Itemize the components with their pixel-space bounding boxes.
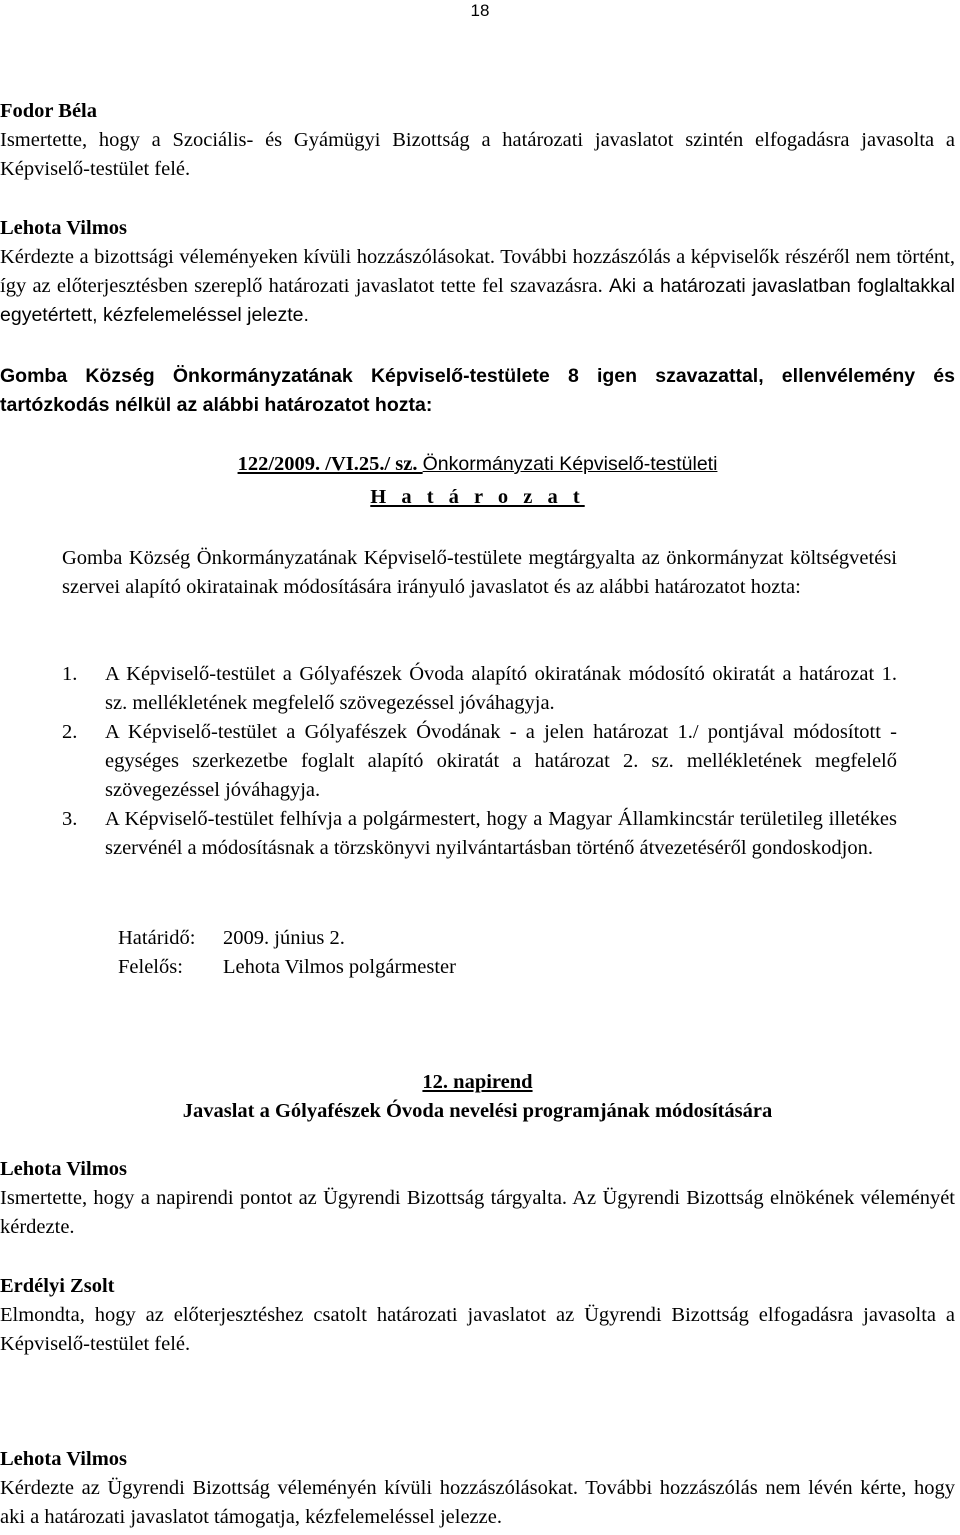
page-number: 18 [470,1,490,20]
speaker-text-b: Aki a határozati javaslatban foglaltakkal egyetértett, kézfelemeléssel jelezte. [0,275,956,326]
item-number: 1. [62,663,78,685]
resolution-items [0,660,897,863]
responsible-row [118,953,456,982]
resolution-number [0,450,955,479]
speaker-text: Elmondta, hogy az előterjesztéshez csatolt határozati javaslatot az Ügyrendi Bizottság elfogadásra javasolta a Képviselő-testület felé. [0,1304,955,1355]
speaker-text-a: Kérdezte a bizottsági véleményeken kívüli hozzászólásokat. További hozzászólás a képviselők részéről nem történt, így az előterjesztésben szereplő határozati javaslatot tette fel szavazásra. [0,246,955,297]
speaker-section-lehota-3 [0,1445,955,1532]
speaker-section-lehota-1 [0,214,955,330]
deadline-value: 2009. június 2. [223,927,345,949]
item-number: 3. [62,808,78,830]
item-text: A Képviselő-testület a Gólyafészek Óvodának - a jelen határozat 1./ pontjával módosított - egységes szerkezetbe foglalt alapító okiratát a határozat 2. sz. mellékletének megfelelő szövegezéssel jóváhagyja. [105,721,897,801]
speaker-name: Lehota Vilmos [0,1158,127,1180]
responsible-label: Felelős: [118,956,183,978]
speaker-text [0,243,955,330]
resolution-item [0,718,897,805]
speaker-text: Kérdezte az Ügyrendi Bizottság véleményén kívüli hozzászólásokat. További hozzászólás nem lévén kérte, hogy aki a határozati javaslatot támogatja, kézfelemeléssel jelezze. [0,1477,955,1528]
speaker-text: Ismertette, hogy a napirendi pontot az Ügyrendi Bizottság tárgyalta. Az Ügyrendi Bizottság elnökének véleményét kérdezte. [0,1187,955,1238]
speaker-name: Erdélyi Zsolt [0,1275,115,1297]
item-text: A Képviselő-testület a Gólyafészek Óvoda alapító okiratának módosító okiratát a határozat 1. sz. mellékletének megfelelő szövegezéssel jóváhagyja. [105,663,897,714]
speaker-name: Lehota Vilmos [0,217,127,239]
speaker-name: Lehota Vilmos [0,1448,127,1470]
resolution-intro: Gomba Község Önkormányzatának Képviselő-testülete megtárgyalta az önkormányzat költségvetési szervei alapító okiratainak módosítására irányuló javaslatot és az alábbi határozatot hozta: [62,547,897,598]
agenda-title: Javaslat a Gólyafészek Óvoda nevelési programjának módosítására [182,1100,773,1122]
deadline-label: Határidő: [118,927,196,949]
resolution-number-b: Önkormányzati Képviselő-testületi [422,453,718,475]
agenda-number: 12. napirend [422,1071,533,1093]
resolution-item [0,805,897,863]
resolution-item [0,660,897,718]
resolution-heading: H a t á r o z a t [370,486,585,508]
speaker-section-fodor [0,97,955,184]
speaker-text: Ismertette, hogy a Szociális- és Gyámügyi Bizottság a határozati javaslatot szintén elfogadásra javasolta a Képviselő-testület felé. [0,129,955,180]
responsible-value: Lehota Vilmos polgármester [223,956,456,978]
vote-statement: Gomba Község Önkormányzatának Képviselő-testülete 8 igen szavazattal, ellenvélemény és tartózkodás nélkül az alábbi határozatot hozta: [0,365,955,416]
speaker-name: Fodor Béla [0,100,97,122]
resolution-number-a: 122/2009. /VI.25./ sz. [237,453,423,475]
item-text: A Képviselő-testület felhívja a polgármestert, hogy a Magyar Államkincstár területileg illetékes szervénél a módosításnak a törzskönyvi nyilvántartásban történő átvezetéséről gondoskodjon. [105,808,897,859]
item-number: 2. [62,721,78,743]
speaker-section-lehota-2 [0,1155,955,1242]
deadline-row [118,924,345,953]
speaker-section-erdelyi [0,1272,955,1359]
